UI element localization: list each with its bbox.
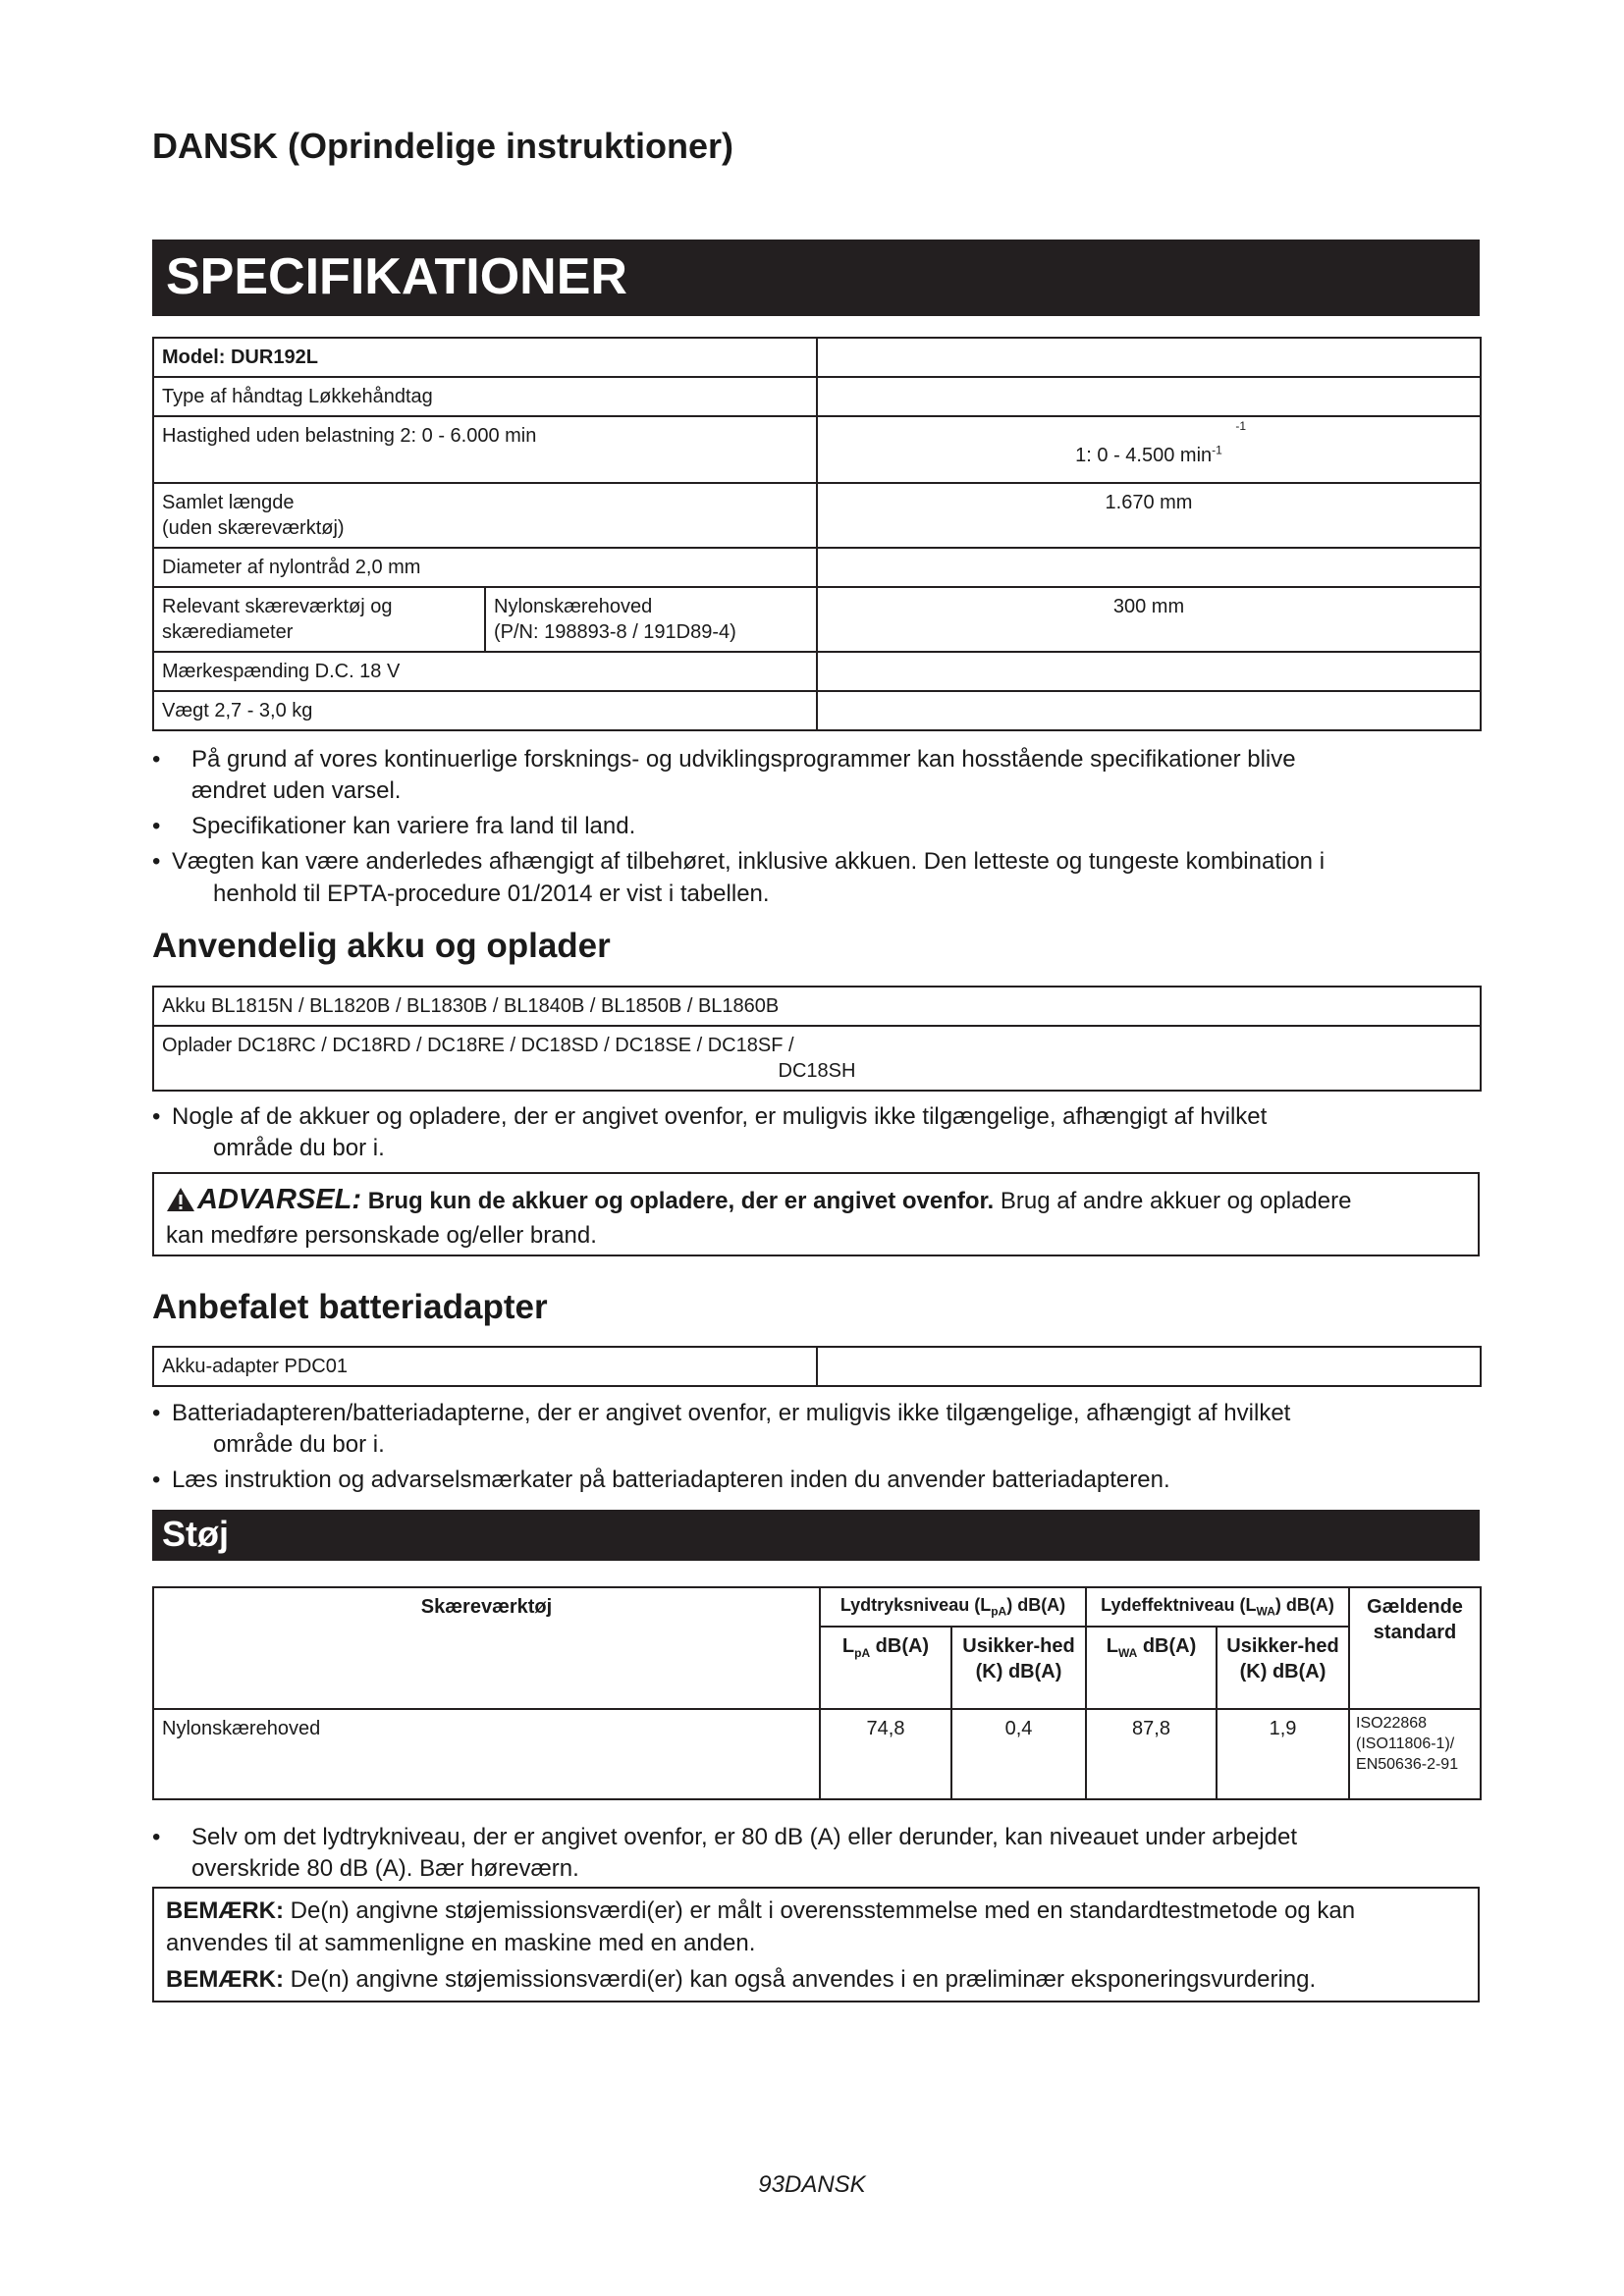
noise-notes [152,1822,1480,1889]
noise-std-3: EN50636-2-91 [1356,1755,1459,1773]
list-item: • Læs instruktion og advarselsmærkater på batteriadapteren inden du anvender batteriadapteren. [152,1465,1480,1496]
spec-tool-label: Relevant skæreværktøj og [162,596,393,617]
adapter-notes [152,1398,1480,1500]
noise-sub-unc-lpa: Usikker-hed (K) dB(A) [951,1627,1086,1709]
spec-length-value: 1.670 mm [817,483,1481,548]
battery-akku-row: Akku BL1815N / BL1820B / BL1830B / BL1840B / BL1850B / BL1860B [153,987,1481,1026]
battery-charger-row-2: DC18SH [778,1060,856,1082]
note-text: overskride 80 dB (A). Bær høreværn. [191,1855,579,1883]
noise-row-lpa: 74,8 [820,1709,951,1799]
note-text: Selv om det lydtrykniveau, der er angivet ovenfor, er 80 dB (A) eller derunder, kan niveauet under arbejdet [191,1824,1297,1850]
remark-label: BEMÆRK: [166,1897,284,1924]
noise-sub-lpa: L [841,1635,855,1658]
list-item: • På grund af vores kontinuerlige forsknings- og udviklingsprogrammer kan hosstående specifikationer blive ændret uden varsel. [152,746,1296,805]
remark-text-1: De(n) angivne støjemissionsværdi(er) er målt i overensstemmelse med en standardtestmetode og kan [290,1897,1356,1924]
list-item: • Batteriadapteren/batteriadapterne, der er angivet ovenfor, er muligvis ikke tilgængelige, afhængigt af hvilket område du bor i. [152,1398,1480,1461]
spec-length-label: Samlet længde [162,492,295,513]
remark-text-1b: anvendes til at sammenligne en maskine med en anden. [166,1930,756,1957]
remark-text-2: De(n) angivne støjemissionsværdi(er) kan også anvendes i en præliminær eksponeringsvurdering. [290,1966,1317,1994]
spec-weight: Vægt 2,7 - 3,0 kg [153,691,817,730]
adapter-heading: Anbefalet batteriadapter [152,1288,548,1326]
spec-notes [152,744,1480,914]
spec-handle: Type af håndtag Løkkehåndtag [153,377,817,416]
noise-row-lpa-k: 0,4 [951,1709,1086,1799]
noise-sub-lwa: L [1106,1635,1118,1658]
remark-label-2: BEMÆRK: [166,1966,284,1994]
list-item: • Specifikationer kan variere fra land til land. [152,813,636,840]
spec-tool-label-2: skærediameter [162,621,294,643]
warning-text: Brug af andre akkuer og opladere [1000,1188,1352,1214]
page-title: DANSK (Oprindelige instruktioner) [152,126,734,166]
battery-table [152,986,1482,1092]
spec-model: Model: DUR192L [153,338,817,377]
spec-table [152,337,1482,731]
battery-charger-row: Oplader DC18RC / DC18RD / DC18RE / DC18SD / DC18SE / DC18SF / [162,1035,794,1056]
spec-voltage: Mærkespænding D.C. 18 V [153,652,817,691]
noise-col-lwa: Lydeffektniveau (L [1101,1595,1257,1615]
page-number: 93DANSK [758,2171,866,2198]
note-text: Specifikationer kan variere fra land til land. [191,813,636,840]
spec-diameter: Diameter af nylontråd 2,0 mm [153,548,817,587]
note-text: område du bor i. [213,1135,385,1162]
adapter-table [152,1346,1482,1387]
noise-heading: Støj [152,1510,1480,1561]
noise-col-tool: Skæreværktøj [153,1587,820,1709]
warning-icon [166,1187,195,1212]
spec-heading: SPECIFIKATIONER [152,240,1480,316]
spec-tool-value: 300 mm [817,587,1481,652]
spec-speed-value: 1: 0 - 4.500 min [1075,444,1213,466]
warning-text-2: kan medføre personskade og/eller brand. [166,1222,597,1250]
noise-std-2: (ISO11806-1)/ [1356,1735,1455,1752]
warning-box [152,1172,1480,1256]
noise-table: Skæreværktøj Lydtryksniveau $(L_{pA})$ dB(A) Lydeffektniveau $(L_{WA})$ dB(A) Gældende standard $L_{pA}$ dB(A) Usikker-hed (K) dB(A) $L_{WA}$ dB(A) Usikker-hed (K) dB(A) Nylonskærehoved 74,8 0,4 87,8 1,9 ISO22868 (ISO11806-1)/ EN50636-2-91 [152,1586,1482,1800]
spec-speed-label: Hastighed uden belastning 2: 0 - 6.000 min [153,416,817,483]
spec-tool-pn: (P/N: 198893-8 / 191D89-4) [494,621,736,643]
speed-value-sup: -1 [1212,442,1222,456]
list-item: • Vægten kan være anderledes afhængigt af tilbehøret, inklusive akkuen. Den letteste og tungeste kombination i henhold til EPTA-procedure 01/2014 er vist i tabellen. [152,846,1480,909]
spec-length-sub: (uden skæreværktøj) [162,517,345,539]
noise-std-1: ISO22868 [1356,1715,1428,1733]
battery-heading: Anvendelig akku og oplader [152,927,611,965]
noise-sub-unc-lwa: Usikker-hed (K) dB(A) [1217,1627,1349,1709]
list-item: • Nogle af de akkuer og opladere, der er angivet ovenfor, er muligvis ikke tilgængelige, afhængigt af hvilket område du bor i. [152,1101,1480,1164]
note-text: På grund af vores kontinuerlige forsknings- og udviklingsprogrammer kan hosstående specifikationer blive [191,746,1296,773]
note-text: henhold til EPTA-procedure 01/2014 er vist i tabellen. [213,880,770,907]
battery-notes [152,1101,1480,1168]
adapter-row: Akku-adapter PDC01 [153,1347,817,1386]
spec-tool-name: Nylonskærehoved [494,596,653,617]
warning-bold-text: Brug kun de akkuer og opladere, der er angivet ovenfor. [367,1188,995,1214]
warning-label: ADVARSEL: [197,1184,362,1215]
noise-col-lpa: Lydtryksniveau (L [839,1595,992,1615]
table-row [153,1709,1481,1799]
remark-box [152,1887,1480,2002]
speed-sup: -1 [1235,419,1246,433]
noise-row-lwa: 87,8 [1086,1709,1217,1799]
note-text: Nogle af de akkuer og opladere, der er angivet ovenfor, er muligvis ikke tilgængelige, afhængigt af hvilket [172,1103,1268,1130]
note-text: ændret uden varsel. [191,777,402,805]
note-text: Vægten kan være anderledes afhængigt af tilbehøret, inklusive akkuen. Den letteste og tungeste kombination i [172,848,1326,876]
noise-col-standard: Gældende standard [1349,1587,1481,1709]
note-text: Læs instruktion og advarselsmærkater på batteriadapteren inden du anvender batteriadapteren. [172,1467,1170,1494]
note-text: Batteriadapteren/batteriadapterne, der er angivet ovenfor, er muligvis ikke tilgængelige, afhængigt af hvilket [172,1400,1291,1426]
list-item: • Selv om det lydtrykniveau, der er angivet ovenfor, er 80 dB (A) eller derunder, kan niveauet under arbejdet overskride 80 dB (A). Bær høreværn. [152,1824,1297,1883]
noise-row-lwa-k: 1,9 [1217,1709,1349,1799]
note-text: område du bor i. [213,1431,385,1459]
noise-row-tool: Nylonskærehoved [153,1709,820,1799]
